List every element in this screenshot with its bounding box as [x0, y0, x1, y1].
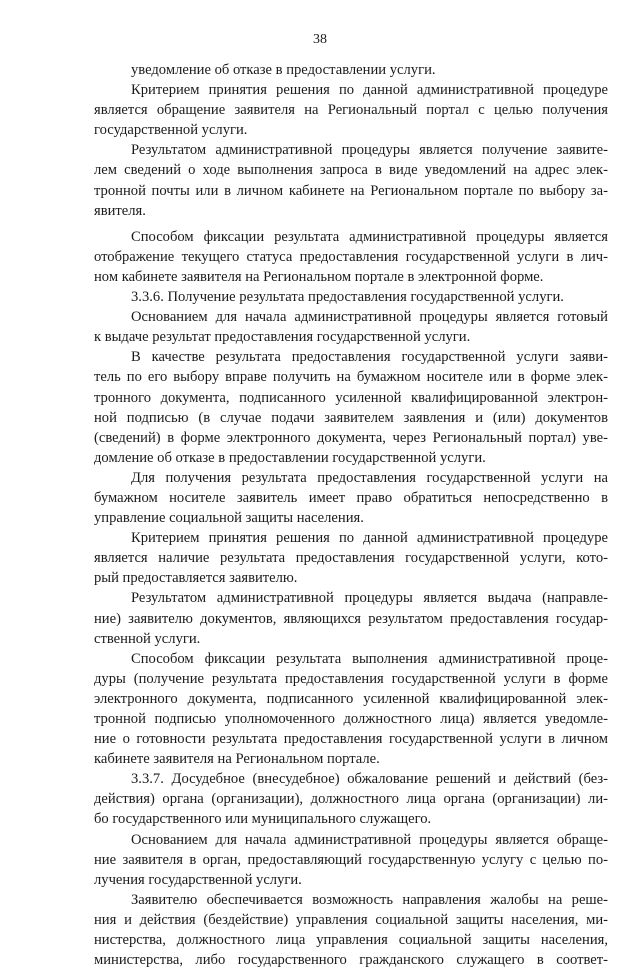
text-line: тель по его выбору вправе получить на бумажном носителе или в форме элек-	[94, 369, 608, 386]
text-line: к выдаче результат предоставления государственной услуги.	[94, 329, 471, 346]
page-number: 38	[313, 32, 327, 47]
text-line: бумажном носителе заявитель имеет право обратиться непосредственно в	[94, 489, 608, 506]
text-line: ния и действия (бездействие) управления социальной защиты населения, ми-	[94, 911, 608, 928]
document-body	[94, 60, 608, 970]
text-line: тронного документа, подписанного усиленной квалифицированной электрон-	[94, 389, 608, 406]
text-line: Основанием для начала административной процедуры является обраще-	[131, 831, 608, 848]
text-line: ном кабинете заявителя на Региональном портале в электронной форме.	[94, 268, 544, 285]
text-line: тронной почты или в личном кабинете на Региональном портале по выбору за-	[94, 182, 608, 199]
text-line: министерства, либо государственного гражданского служащего в соответ-	[94, 952, 608, 969]
text-line: В качестве результата предоставления государственной услуги заяви-	[131, 349, 608, 366]
text-line: ние) заявителю документов, являющихся результатом предоставления государ-	[94, 610, 608, 627]
text-line: действия) органа (организации), должностного лица органа (организации) ли-	[94, 791, 608, 808]
text-line: ной подписью (в случае подачи заявителем заявления и (или) документов	[94, 409, 608, 426]
text-line: ние заявителя в орган, предоставляющий государственную услугу с целью по-	[94, 851, 608, 868]
text-line: дуры (получение результата предоставления государственной услуги в форме	[94, 670, 608, 687]
text-line: Способом фиксации результата административной процедуры является	[131, 228, 608, 245]
text-line: тронной подписью уполномоченного должностного лица) является уведомле-	[94, 711, 608, 727]
text-line: 3.3.7. Досудебное (внесудебное) обжалование решений и действий (без-	[131, 771, 608, 788]
text-line: государственной услуги.	[94, 122, 248, 139]
text-line: является обращение заявителя на Региональный портал с целью получения	[94, 102, 608, 119]
text-line: лем сведений о ходе выполнения запроса в виде уведомлений на адрес элек-	[94, 162, 608, 179]
text-line: Заявителю обеспечивается возможность направления жалобы на реше-	[131, 891, 608, 908]
text-line: Для получения результата предоставления государственной услуги на	[131, 469, 608, 486]
text-line: ственной услуги.	[94, 630, 201, 647]
text-line: 3.3.6. Получение результата предоставления государственной услуги.	[131, 289, 564, 306]
text-line: управление социальной защиты населения.	[94, 510, 364, 527]
text-line: нистерства, должностного лица управления социальной защиты населения,	[94, 932, 608, 949]
text-line: уведомление об отказе в предоставлении услуги.	[131, 62, 436, 78]
text-line: кабинете заявителя на Региональном портале.	[94, 751, 380, 768]
text-line: Результатом административной процедуры является получение заявите-	[131, 142, 608, 159]
text-line: (сведений) в форме электронного документа, через Региональный портал) уве-	[94, 429, 608, 446]
text-line: электронного документа, подписанного усиленной квалифицированной элек-	[94, 690, 608, 707]
text-line: явителя.	[94, 202, 146, 219]
text-line: Способом фиксации результата выполнения административной проце-	[131, 650, 608, 667]
text-line: отображение текущего статуса предоставления государственной услуги в лич-	[94, 248, 608, 265]
text-line: является наличие результата предоставления государственной услуги, кото-	[94, 550, 608, 567]
text-line: ние о готовности результата предоставления государственной услуги в личном	[94, 731, 608, 748]
text-line: лучения государственной услуги.	[94, 871, 302, 888]
text-line: Основанием для начала административной процедуры является готовый	[131, 309, 608, 326]
text-line: домление об отказе в предоставлении государственной услуги.	[94, 449, 486, 466]
text-line: рый предоставляется заявителю.	[94, 570, 298, 587]
text-line: бо государственного или муниципального служащего.	[94, 811, 432, 828]
text-line: Критерием принятия решения по данной административной процедуре	[131, 530, 608, 547]
text-line: Критерием принятия решения по данной административной процедуре	[131, 82, 608, 99]
text-line: Результатом административной процедуры является выдача (направле-	[131, 590, 608, 607]
